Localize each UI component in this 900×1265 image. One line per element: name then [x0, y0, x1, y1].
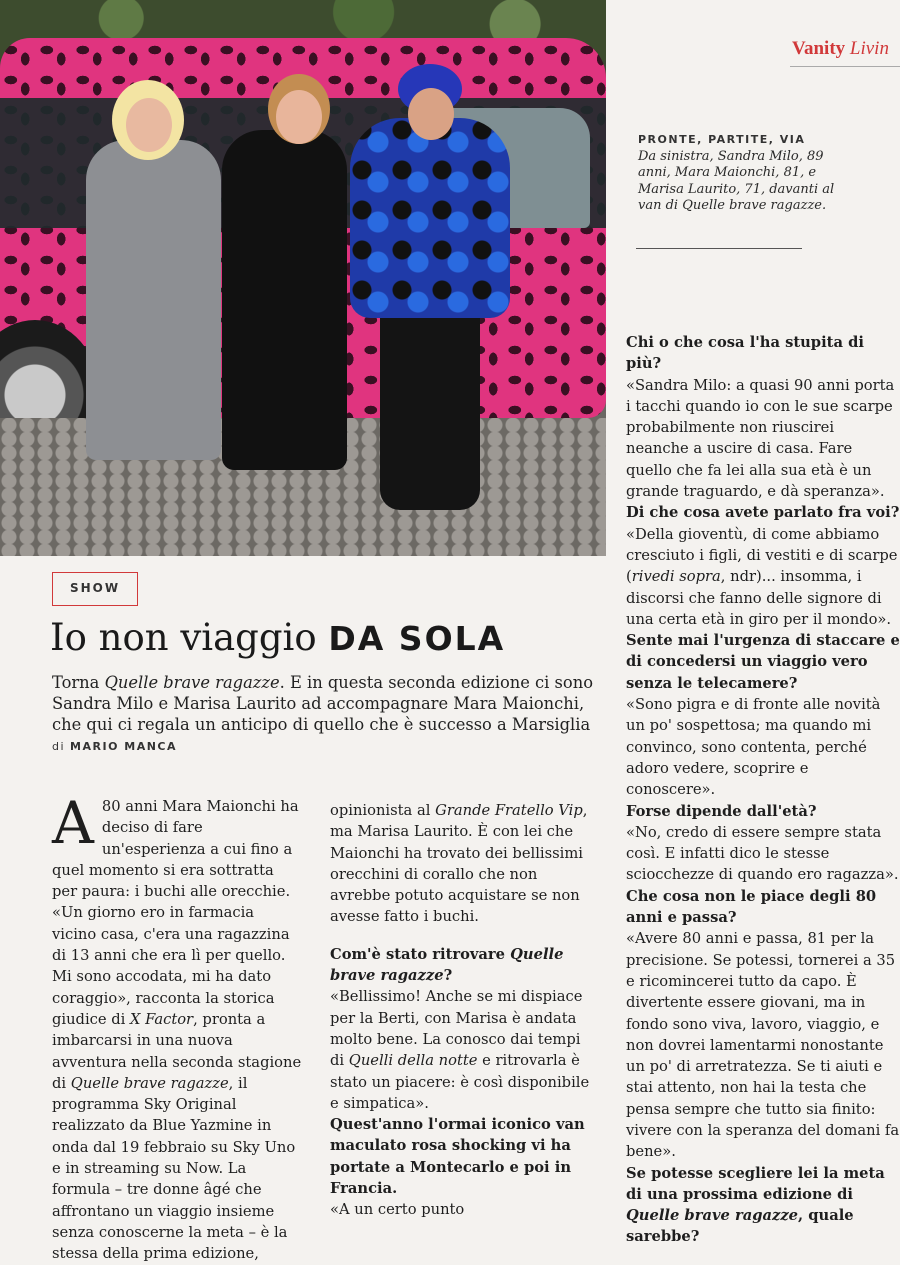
col1-show-title: Quelle brave ragazze [70, 1074, 229, 1092]
q6-show: Quelle brave ragazze [626, 1207, 799, 1225]
a2-italic: rivedi sopra [631, 568, 721, 586]
mara-maionchi-figure [222, 130, 347, 470]
a2-text: «Della gioventù, di come abbiamo cresciuto i figli, di vestiti e di scarpe ( [626, 525, 898, 586]
q1-end: ? [443, 967, 453, 985]
a1-end: e ritrovarla è stato un piacere: è così disponibile e simpatica». [330, 1052, 590, 1112]
sandra-milo-face [126, 98, 172, 152]
q1-text: Com'è stato ritrovare [330, 945, 511, 963]
article-dek [52, 672, 600, 735]
col3-question-4: Forse dipende dall'età? [626, 802, 817, 820]
col2-answer-1 [330, 986, 592, 1114]
col3-answer-3: «Sono pigra e di fronte alle novità un po' sospettosa; ma quando mi convinco, sono contenta, perché adoro vedere, scoprire e conoscere». [626, 696, 881, 799]
byline-prefix: di [52, 740, 66, 753]
col2-gfv: Grande Fratello Vip [435, 802, 583, 819]
col2-text: opinionista al [330, 802, 436, 819]
col1-text: 80 anni Mara Maionchi ha deciso di fare un'esperienza a cui fino a quel momento si era sottratta per paura: i buchi alle orecchie. «Un giorno ero in farmacia vicino casa, c'era una ragazzina di 13 anni che era lì per quello. Mi sono accodata, mi ha dato coraggio», racconta la storica giudice di [52, 798, 299, 1028]
section-tag: SHOW [52, 572, 138, 606]
title-part-1: Io non viaggio [50, 616, 329, 659]
q6-end: , quale sarebbe? [626, 1207, 854, 1246]
sandra-milo-figure [86, 140, 221, 460]
col2-text-2: , ma Marisa Laurito. È con lei che Maionchi ha trovato dei bellissimi orecchini di corallo che non avrebbe potuto acquistare se non avesse fatto i buchi. [330, 802, 588, 926]
caption-body: Da sinistra, Sandra Milo, 89 anni, Mara Maionchi, 81, e Marisa Laurito, 71, davanti al van di [638, 148, 835, 213]
brand-name: Vanity [792, 38, 846, 59]
marisa-laurito-face [408, 88, 454, 140]
col3-answer-1: «Sandra Milo: a quasi 90 anni porta i tacchi quando io con le sue scarpe probabilmente non riuscirei neanche a uscire di casa. Fare quello che fa lei alla sua età è un grande traguardo, e dà speranza». [626, 376, 895, 501]
a1-text: «Bellissimo! Anche se mi dispiace per la Berti, con Marisa è andata molto bene. La conosco dai tempi di [330, 988, 583, 1070]
caption-divider [636, 248, 802, 249]
q1-show: Quelle brave ragazze [330, 945, 564, 985]
col3-question-6 [626, 1163, 900, 1248]
col2-question-2: Quest'anno l'ormai iconico van maculato rosa shocking vi ha portate a Montecarlo e poi in Francia. [330, 1116, 585, 1198]
col1-xfactor: X Factor [130, 1010, 194, 1028]
col1-text-3: , il programma Sky Original realizzato da Blue Yazmine in onda dal 19 febbraio su Sky Uno e in streaming su Now. La formula – tre donne âgé che affrontano un viaggio insieme senza conoscerne la meta – è la stessa della prima edizione, [52, 1074, 296, 1263]
col3-answer-5: «Avere 80 anni e passa, 81 per la precisione. Se potessi, tornerei a 35 e ricomincerei tutto da capo. È divertente essere giovani, ma in fondo sono viva, lavoro, viaggio, e non dovrei lamentarmi nonostante un po' di arretratezza. Se ti aiuti e stai attento, non hai la testa che pensa sempre che tutto sia finito: vivere con la speranza del domani fa bene». [626, 930, 900, 1161]
article-title [50, 616, 505, 659]
author-name: MARIO MANCA [70, 740, 178, 753]
title-part-2: DA SOLA [328, 619, 506, 658]
col2-question-1 [330, 944, 592, 987]
article-column-2 [330, 800, 592, 1221]
photo-caption [638, 132, 838, 215]
marisa-laurito-jacket [350, 118, 510, 318]
a1-show: Quelli della notte [348, 1052, 478, 1070]
article-column-3 [626, 332, 900, 1248]
col3-answer-2 [626, 524, 900, 630]
col1-text-2: , pronta a imbarcarsi in una nuova avventura nella seconda stagione di [52, 1010, 302, 1092]
col3-question-3: Sente mai l'urgenza di staccare e di concedersi un viaggio vero senza le telecamere? [626, 632, 900, 692]
brand-section: Livin [849, 38, 889, 59]
drop-cap: A [52, 789, 94, 857]
col2-paragraph [330, 800, 592, 928]
a2-end: , ndr)... insomma, i discorsi che fanno delle signore di una certa età in giro per il mondo». [626, 568, 892, 628]
caption-heading: PRONTE, PARTITE, VIA [638, 133, 806, 146]
mara-maionchi-face [276, 90, 322, 144]
cover-photo [0, 0, 606, 556]
byline [52, 740, 177, 753]
q6-text: Se potesse scegliere lei la meta di una prossima edizione di [626, 1164, 885, 1203]
brand-divider [790, 66, 900, 67]
marisa-laurito-legs [380, 300, 480, 510]
dek-text-2: . E in questa seconda edizione ci sono Sandra Milo e Marisa Laurito ad accompagnare Mara Maionchi, che qui ci regala un anticipo di quello che è successo a Marsiglia [52, 673, 593, 734]
col3-question-2: Di che cosa avete parlato fra voi? [626, 504, 900, 522]
dek-show-title: Quelle brave ragazze [104, 673, 280, 692]
caption-show-title: Quelle brave ragazze. [682, 198, 827, 213]
col3-question-5: Che cosa non le piace degli 80 anni e passa? [626, 887, 877, 927]
col3-answer-4: «No, credo di essere sempre stata così. E infatti dico le stesse sciocchezze di quando ero ragazza». [626, 823, 899, 884]
col2-answer-2: «A un certo punto [330, 1201, 465, 1219]
magazine-brand [792, 38, 889, 60]
dek-text: Torna [52, 673, 105, 692]
col3-question-1: Chi o che cosa l'ha stupita di più? [626, 334, 864, 373]
article-column-1 [52, 789, 302, 1265]
